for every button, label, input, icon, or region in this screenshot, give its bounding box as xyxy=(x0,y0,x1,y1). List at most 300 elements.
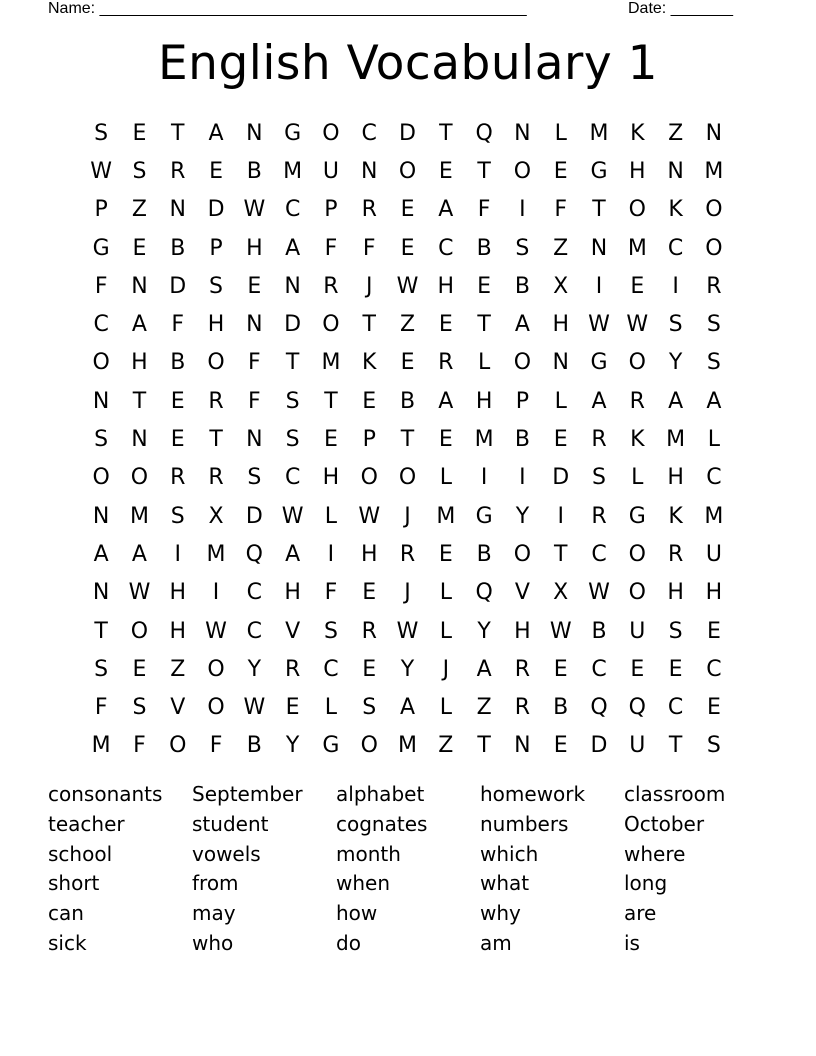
grid-letter: S xyxy=(247,465,262,491)
grid-letter: N xyxy=(92,503,110,529)
grid-letter: L xyxy=(439,695,452,721)
grid-letter: N xyxy=(131,427,148,453)
grid-letter: R xyxy=(706,273,722,299)
grid-letter: M xyxy=(398,733,418,759)
grid-letter: Q xyxy=(590,695,608,721)
grid-letter: X xyxy=(208,503,224,529)
grid-letter: T xyxy=(285,350,300,376)
grid-letter: C xyxy=(591,656,607,682)
grid-letter: W xyxy=(588,580,610,606)
word-list-item: alphabet xyxy=(336,782,425,806)
grid-letter: L xyxy=(631,465,644,491)
grid-letter: C xyxy=(246,580,263,606)
grid-letter: N xyxy=(552,350,569,376)
grid-letter: M xyxy=(91,733,111,759)
grid-letter: O xyxy=(130,618,149,644)
word-list-item: school xyxy=(48,841,113,866)
grid-letter: M xyxy=(436,503,456,529)
grid-letter: Y xyxy=(247,656,262,682)
grid-letter: O xyxy=(92,465,110,491)
grid-letter: P xyxy=(94,197,108,223)
grid-letter: O xyxy=(322,312,340,338)
grid-letter: Z xyxy=(553,235,569,261)
grid-letter: B xyxy=(514,427,530,453)
word-list-item: when xyxy=(336,871,391,896)
word-list-item: why xyxy=(480,901,521,926)
grid-letter: W xyxy=(396,273,419,299)
grid-letter: L xyxy=(324,695,338,721)
grid-letter: A xyxy=(93,541,109,567)
grid-letter: O xyxy=(705,235,723,261)
grid-letter: H xyxy=(629,158,646,184)
grid-letter: M xyxy=(704,158,724,184)
grid-letter: X xyxy=(553,580,569,606)
grid-letter: E xyxy=(247,273,262,299)
grid-letter: E xyxy=(438,541,453,567)
grid-letter: W xyxy=(549,618,572,644)
grid-letter: N xyxy=(360,158,378,184)
grid-letter: E xyxy=(209,158,223,184)
grid-letter: E xyxy=(362,388,377,414)
grid-letter: Y xyxy=(477,618,491,644)
grid-letter: J xyxy=(365,273,373,299)
word-list-item: how xyxy=(336,901,378,926)
grid-letter: F xyxy=(171,312,185,338)
grid-letter: I xyxy=(480,465,488,491)
grid-letter: D xyxy=(207,197,225,223)
grid-letter: K xyxy=(362,350,377,376)
grid-letter: C xyxy=(323,656,339,682)
grid-letter: W xyxy=(626,312,649,338)
grid-letter: O xyxy=(628,197,646,223)
grid-letter: T xyxy=(400,427,415,453)
grid-letter: N xyxy=(246,120,263,146)
grid-letter: O xyxy=(130,465,149,491)
grid-letter: B xyxy=(591,618,607,644)
grid-letter: E xyxy=(630,273,645,299)
grid-letter: V xyxy=(285,618,301,644)
grid-letter: S xyxy=(209,273,224,299)
grid-letter: I xyxy=(519,197,526,223)
grid-letter: R xyxy=(629,388,645,414)
grid-letter: S xyxy=(323,618,338,644)
grid-letter: Y xyxy=(515,503,530,529)
grid-letter: B xyxy=(246,158,262,184)
grid-letter: C xyxy=(284,465,301,491)
grid-letter: R xyxy=(514,695,531,721)
grid-letter: V xyxy=(514,580,530,606)
grid-letter: U xyxy=(705,541,722,567)
grid-letter: A xyxy=(514,312,530,338)
word-list-item: may xyxy=(192,901,236,926)
grid-letter: G xyxy=(590,350,608,376)
grid-letter: E xyxy=(132,656,147,682)
grid-letter: A xyxy=(131,312,147,338)
grid-letter: O xyxy=(513,158,532,184)
grid-letter: U xyxy=(629,618,646,644)
grid-letter: D xyxy=(169,273,187,299)
grid-letter: I xyxy=(519,465,526,491)
grid-letter: L xyxy=(439,618,452,644)
grid-letter: R xyxy=(399,541,416,567)
grid-letter: W xyxy=(281,503,304,529)
grid-letter: S xyxy=(668,618,683,644)
grid-letter: N xyxy=(514,120,531,146)
grid-letter: B xyxy=(514,273,530,299)
grid-letter: F xyxy=(477,197,491,223)
grid-letter: T xyxy=(477,733,491,759)
grid-letter: O xyxy=(207,695,225,721)
grid-letter: H xyxy=(131,350,148,376)
grid-letter: Q xyxy=(245,541,263,567)
grid-letter: M xyxy=(666,427,686,453)
grid-letter: S xyxy=(94,656,109,682)
grid-letter: N xyxy=(92,580,110,606)
grid-letter: D xyxy=(590,733,608,759)
grid-letter: Z xyxy=(399,312,416,338)
grid-letter: A xyxy=(591,388,607,414)
grid-letter: R xyxy=(514,656,531,682)
grid-letter: L xyxy=(439,580,452,606)
grid-letter: F xyxy=(133,733,146,759)
grid-letter: W xyxy=(396,618,419,644)
grid-letter: G xyxy=(590,158,608,184)
grid-letter: Z xyxy=(170,656,186,682)
grid-letter: E xyxy=(400,235,415,261)
grid-letter: A xyxy=(131,541,147,567)
grid-letter: E xyxy=(706,695,721,721)
word-list-item: cognates xyxy=(336,811,428,836)
grid-letter: C xyxy=(246,618,263,644)
word-list-item: who xyxy=(192,930,234,955)
grid-letter: F xyxy=(94,273,108,299)
grid-letter: F xyxy=(362,235,376,261)
grid-letter: Z xyxy=(476,695,492,721)
grid-letter: F xyxy=(324,235,338,261)
grid-letter: O xyxy=(360,465,378,491)
grid-letter: H xyxy=(475,388,493,414)
grid-letter: E xyxy=(553,656,568,682)
grid-letter: O xyxy=(207,656,225,682)
grid-letter: T xyxy=(324,388,338,414)
grid-letter: C xyxy=(706,465,722,491)
grid-letter: A xyxy=(285,541,301,567)
grid-letter: C xyxy=(284,197,301,223)
grid-letter: H xyxy=(284,580,301,606)
grid-letter: L xyxy=(554,388,567,414)
grid-letter: Z xyxy=(668,120,684,146)
grid-letter: E xyxy=(132,235,147,261)
grid-letter: E xyxy=(668,656,683,682)
word-list-item: teacher xyxy=(48,811,125,836)
grid-letter: S xyxy=(94,120,109,146)
grid-letter: C xyxy=(438,235,454,261)
grid-letter: E xyxy=(553,158,568,184)
grid-letter: U xyxy=(629,733,646,759)
grid-letter: K xyxy=(668,503,683,529)
grid-letter: N xyxy=(131,273,148,299)
grid-letter: R xyxy=(667,541,684,567)
grid-letter: V xyxy=(170,695,186,721)
grid-letter: E xyxy=(170,388,185,414)
grid-letter: M xyxy=(321,350,341,376)
grid-letter: H xyxy=(437,273,455,299)
grid-letter: M xyxy=(589,120,609,146)
grid-letter: B xyxy=(246,733,262,759)
word-list-item: sick xyxy=(48,930,87,955)
worksheet-header xyxy=(48,0,748,20)
grid-letter: I xyxy=(595,273,603,299)
word-list-item: long xyxy=(624,871,668,896)
grid-letter: E xyxy=(400,197,415,223)
grid-letter: N xyxy=(590,235,608,261)
grid-letter: O xyxy=(322,120,340,146)
grid-letter: E xyxy=(438,312,453,338)
grid-letter: N xyxy=(246,427,263,453)
grid-letter: O xyxy=(92,350,110,376)
word-list-item: from xyxy=(192,871,239,896)
grid-letter: L xyxy=(554,120,567,146)
grid-letter: E xyxy=(362,580,377,606)
grid-letter: H xyxy=(322,465,340,491)
grid-letter: I xyxy=(557,503,564,529)
grid-letter: P xyxy=(324,197,338,223)
grid-letter: A xyxy=(476,656,492,682)
grid-letter: B xyxy=(476,541,492,567)
grid-letter: S xyxy=(706,312,721,338)
grid-letter: B xyxy=(170,235,186,261)
word-list-item: is xyxy=(624,930,640,955)
grid-letter: R xyxy=(591,503,607,529)
word-list-item: which xyxy=(480,841,539,866)
grid-letter: N xyxy=(705,120,723,146)
name-field-label: Name: ________________________________________________ xyxy=(48,0,527,17)
grid-letter: A xyxy=(706,388,722,414)
grid-letter: C xyxy=(706,656,722,682)
word-list xyxy=(48,780,768,959)
grid-letter: Y xyxy=(400,656,415,682)
grid-letter: F xyxy=(94,695,108,721)
grid-letter: N xyxy=(667,158,684,184)
grid-letter: M xyxy=(474,427,494,453)
grid-letter: M xyxy=(129,503,149,529)
grid-letter: A xyxy=(208,120,224,146)
grid-letter: B xyxy=(399,388,416,414)
grid-letter: G xyxy=(475,503,493,529)
word-list-item: classroom xyxy=(624,782,726,806)
grid-letter: A xyxy=(668,388,684,414)
grid-letter: C xyxy=(93,312,109,338)
grid-letter: S xyxy=(515,235,530,261)
grid-letter: D xyxy=(552,465,570,491)
grid-letter: G xyxy=(284,120,302,146)
word-list-item: September xyxy=(192,782,303,806)
grid-letter: T xyxy=(439,120,453,146)
grid-letter: C xyxy=(361,120,377,146)
grid-letter: B xyxy=(476,235,492,261)
word-list-item: short xyxy=(48,871,100,896)
grid-letter: N xyxy=(92,388,110,414)
grid-letter: O xyxy=(169,733,187,759)
grid-letter: W xyxy=(128,580,151,606)
grid-letter: B xyxy=(170,350,186,376)
grid-letter: Q xyxy=(475,120,493,146)
grid-letter: F xyxy=(209,733,223,759)
letter-grid xyxy=(82,114,733,765)
grid-letter: I xyxy=(672,273,679,299)
grid-letter: O xyxy=(513,350,532,376)
grid-letter: O xyxy=(628,350,646,376)
grid-letter: E xyxy=(438,427,453,453)
grid-letter: W xyxy=(243,197,266,223)
grid-letter: T xyxy=(553,541,568,567)
grid-letter: S xyxy=(132,158,147,184)
grid-letter: S xyxy=(592,465,606,491)
grid-letter: F xyxy=(248,350,261,376)
grid-letter: J xyxy=(442,656,450,682)
grid-letter: T xyxy=(477,158,491,184)
grid-letter: T xyxy=(362,312,376,338)
grid-letter: E xyxy=(323,427,338,453)
grid-letter: Y xyxy=(668,350,683,376)
grid-letter: L xyxy=(324,503,338,529)
grid-letter: M xyxy=(704,503,724,529)
grid-letter: E xyxy=(285,695,300,721)
grid-letter: T xyxy=(592,197,606,223)
grid-letter: O xyxy=(360,733,378,759)
grid-letter: A xyxy=(438,197,454,223)
grid-letter: S xyxy=(132,695,147,721)
grid-letter: M xyxy=(283,158,303,184)
grid-letter: W xyxy=(243,695,266,721)
word-list-item: numbers xyxy=(480,811,569,836)
grid-letter: E xyxy=(477,273,492,299)
grid-letter: M xyxy=(206,541,226,567)
grid-letter: O xyxy=(398,465,417,491)
grid-letter: S xyxy=(362,695,377,721)
grid-letter: R xyxy=(208,388,224,414)
grid-letter: T xyxy=(171,120,185,146)
grid-letter: A xyxy=(285,235,301,261)
page-title: English Vocabulary 1 xyxy=(157,36,658,91)
grid-letter: R xyxy=(208,465,224,491)
grid-letter: D xyxy=(284,312,302,338)
grid-letter: F xyxy=(248,388,261,414)
grid-letter: I xyxy=(174,541,181,567)
grid-letter: H xyxy=(169,618,187,644)
grid-letter: T xyxy=(668,733,683,759)
date-field-label: Date: _______ xyxy=(628,0,733,17)
grid-letter: K xyxy=(668,197,683,223)
grid-letter: H xyxy=(246,235,263,261)
grid-letter: C xyxy=(667,695,684,721)
grid-letter: L xyxy=(439,465,452,491)
grid-letter: O xyxy=(513,541,532,567)
grid-letter: O xyxy=(628,580,646,606)
grid-letter: H xyxy=(667,465,684,491)
grid-letter: S xyxy=(285,427,300,453)
grid-letter: T xyxy=(477,312,491,338)
grid-letter: O xyxy=(398,158,417,184)
grid-letter: T xyxy=(209,427,223,453)
grid-letter: A xyxy=(438,388,454,414)
grid-letter: S xyxy=(706,350,721,376)
word-list-item: October xyxy=(624,811,705,836)
grid-letter: H xyxy=(169,580,187,606)
grid-letter: B xyxy=(553,695,569,721)
grid-letter: E xyxy=(438,158,453,184)
word-list-item: what xyxy=(480,871,530,896)
grid-letter: P xyxy=(515,388,530,414)
grid-letter: G xyxy=(322,733,340,759)
grid-letter: Z xyxy=(131,197,147,223)
grid-letter: R xyxy=(361,618,377,644)
grid-letter: R xyxy=(591,427,607,453)
grid-letter: S xyxy=(170,503,185,529)
grid-letter: T xyxy=(132,388,147,414)
grid-letter: E xyxy=(362,656,377,682)
grid-letter: R xyxy=(361,197,377,223)
grid-letter: K xyxy=(630,120,645,146)
grid-letter: L xyxy=(707,427,721,453)
grid-letter: A xyxy=(399,695,416,721)
grid-letter: E xyxy=(400,350,415,376)
grid-letter: H xyxy=(514,618,531,644)
grid-letter: K xyxy=(630,427,645,453)
grid-letter: N xyxy=(284,273,301,299)
grid-letter: O xyxy=(628,541,646,567)
grid-letter: C xyxy=(667,235,684,261)
grid-letter: H xyxy=(360,541,378,567)
grid-letter: I xyxy=(212,580,220,606)
word-list-item: do xyxy=(336,930,361,955)
grid-letter: E xyxy=(630,656,645,682)
grid-letter: E xyxy=(170,427,185,453)
word-list-item: month xyxy=(336,841,401,866)
grid-letter: Y xyxy=(285,733,300,759)
grid-letter: U xyxy=(322,158,339,184)
grid-letter: G xyxy=(92,235,110,261)
grid-letter: R xyxy=(323,273,339,299)
grid-letter: O xyxy=(207,350,225,376)
grid-letter: R xyxy=(438,350,454,376)
grid-letter: G xyxy=(628,503,646,529)
grid-letter: E xyxy=(553,427,568,453)
grid-letter: S xyxy=(285,388,300,414)
grid-letter: S xyxy=(706,733,721,759)
grid-letter: T xyxy=(94,618,108,644)
grid-letter: N xyxy=(514,733,531,759)
grid-letter: W xyxy=(358,503,381,529)
grid-letter: X xyxy=(553,273,569,299)
grid-letter: S xyxy=(668,312,683,338)
grid-letter: L xyxy=(477,350,491,376)
grid-letter: W xyxy=(90,158,113,184)
grid-letter: H xyxy=(207,312,225,338)
word-list-item: consonants xyxy=(48,782,163,806)
grid-letter: J xyxy=(404,580,411,606)
grid-letter: H xyxy=(552,312,569,338)
grid-letter: D xyxy=(399,120,416,146)
word-list-item: can xyxy=(48,901,84,926)
grid-letter: S xyxy=(94,427,109,453)
grid-letter: O xyxy=(705,197,723,223)
grid-letter: W xyxy=(205,618,227,644)
grid-letter: H xyxy=(705,580,723,606)
grid-letter: C xyxy=(591,541,607,567)
grid-letter: E xyxy=(706,618,721,644)
grid-letter: R xyxy=(284,656,301,682)
